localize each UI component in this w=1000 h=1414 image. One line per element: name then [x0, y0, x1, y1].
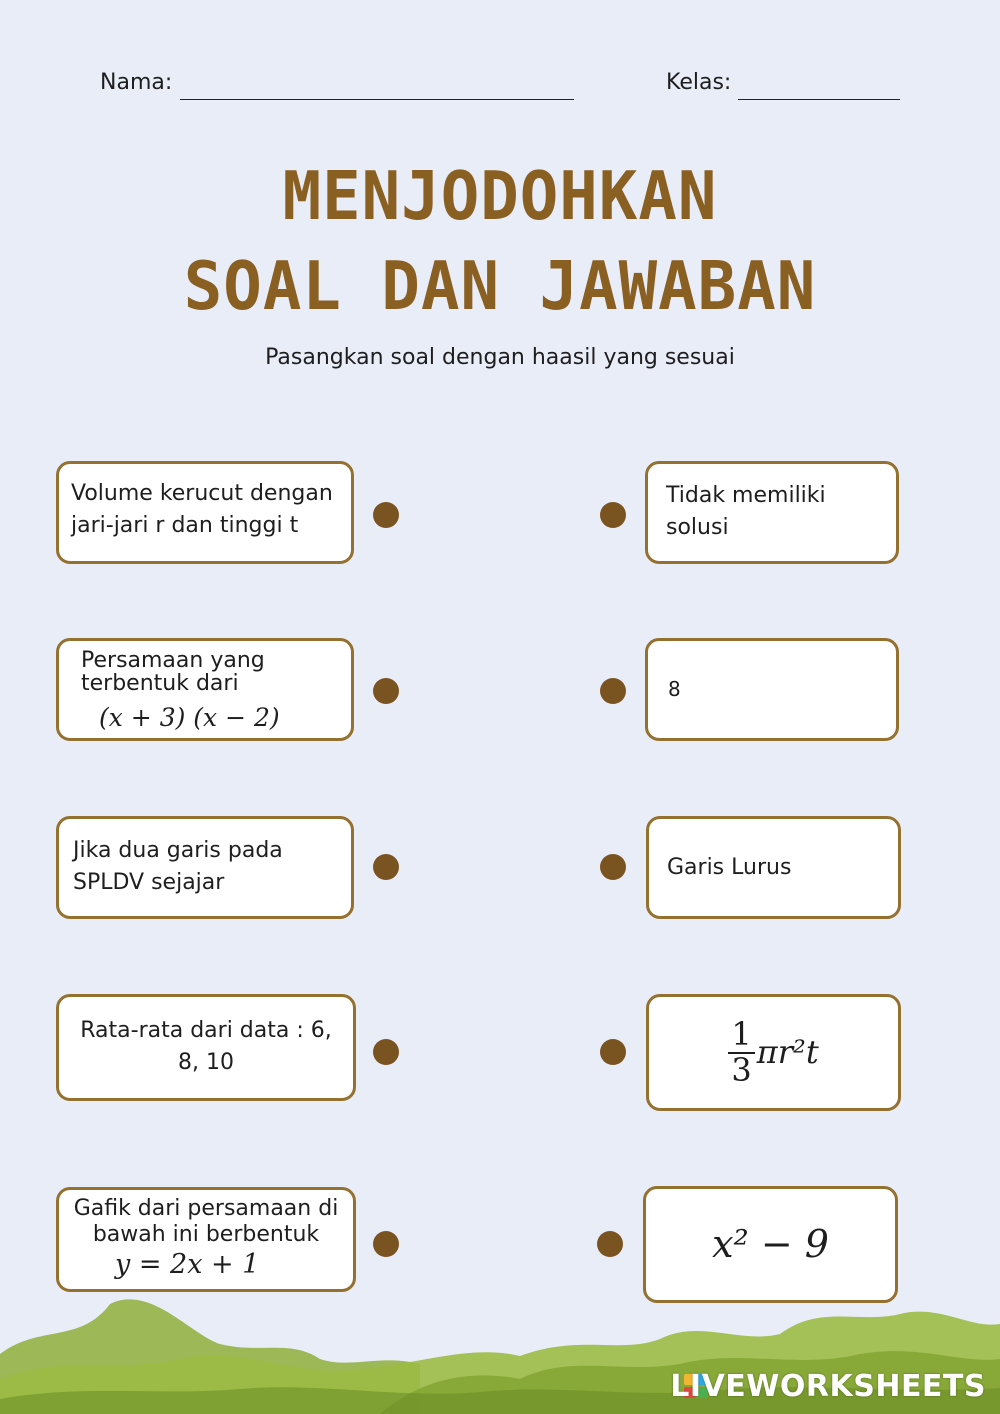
answer-dot-3[interactable]	[600, 854, 626, 880]
question-card-4	[56, 994, 356, 1101]
answer-text: Garis Lurus	[667, 854, 792, 880]
question-math: (x + 3) (x − 2)	[99, 703, 280, 733]
question-card-2	[56, 638, 354, 741]
question-card-5	[56, 1187, 356, 1292]
answer-card-3	[646, 816, 901, 919]
fraction	[728, 1014, 754, 1089]
answer-card-2	[645, 638, 899, 741]
nama-input-line[interactable]	[180, 99, 574, 100]
question-text: Gafik dari persamaan di bawah ini berbentuk	[73, 1196, 339, 1248]
question-dot-3[interactable]	[373, 854, 399, 880]
nama-label: Nama:	[100, 70, 173, 95]
answer-card-4	[646, 994, 901, 1111]
question-dot-5[interactable]	[373, 1231, 399, 1257]
answer-dot-2[interactable]	[600, 678, 626, 704]
title-line-1: MENJODOHKAN	[282, 158, 718, 236]
answer-dot-4[interactable]	[600, 1039, 626, 1065]
kelas-label: Kelas:	[666, 70, 732, 95]
question-card-3	[56, 816, 354, 919]
question-text: Persamaan yang terbentuk dari	[81, 648, 265, 697]
answer-formula: x² − 9	[712, 1221, 829, 1266]
question-dot-4[interactable]	[373, 1039, 399, 1065]
question-text: Jika dua garis pada SPLDV sejajar	[73, 838, 283, 895]
question-math: y = 2x + 1	[115, 1248, 260, 1280]
formula-rest: πr²t	[756, 1033, 819, 1072]
title-line-2: SOAL DAN JAWABAN	[183, 248, 817, 326]
answer-text: 8	[668, 677, 681, 701]
question-card-1	[56, 461, 354, 564]
subtitle: Pasangkan soal dengan haasil yang sesuai	[265, 345, 735, 370]
answer-formula	[728, 1014, 819, 1089]
fraction-numerator: 1	[728, 1018, 754, 1054]
question-text: Volume kerucut dengan jari-jari r dan tinggi t	[71, 481, 333, 538]
answer-text: Tidak memiliki solusi	[666, 483, 826, 540]
question-dot-1[interactable]	[373, 502, 399, 528]
answer-card-1	[645, 461, 899, 564]
question-text: Rata-rata dari data : 6, 8, 10	[80, 1018, 332, 1075]
question-dot-2[interactable]	[373, 678, 399, 704]
fraction-denominator: 3	[731, 1050, 752, 1089]
answer-dot-1[interactable]	[600, 502, 626, 528]
liveworksheets-brand[interactable]: LIVEWORKSHEETS	[670, 1369, 986, 1404]
answer-dot-5[interactable]	[597, 1231, 623, 1257]
kelas-input-line[interactable]	[738, 99, 900, 100]
